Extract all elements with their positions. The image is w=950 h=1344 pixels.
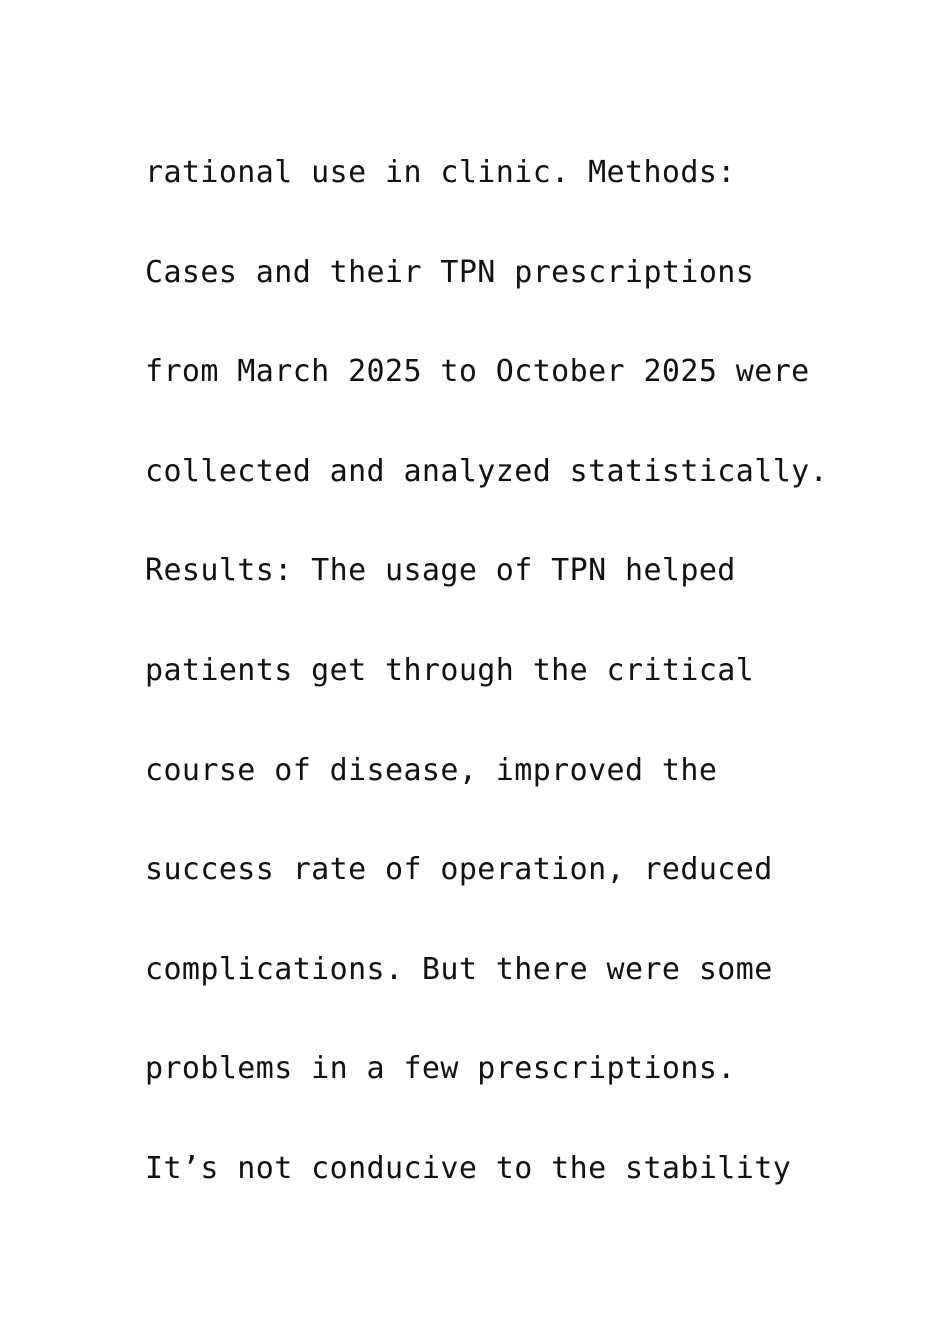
text-line: Results: The usage of TPN helped (145, 553, 736, 589)
body-text (145, 123, 865, 1219)
text-line: Cases and their TPN prescriptions (145, 254, 755, 290)
text-line: patients get through the critical (145, 652, 755, 688)
text-line: It’s not conducive to the stability (145, 1150, 792, 1186)
text-line: from March 2025 to October 2025 were (145, 354, 810, 390)
text-line: problems in a few prescriptions. (145, 1051, 736, 1087)
text-line: success rate of operation, reduced (145, 852, 773, 888)
text-line: complications. But there were some (145, 951, 773, 987)
text-line: collected and analyzed statistically. (145, 453, 829, 489)
text-line: course of disease, improved the (145, 752, 718, 788)
text-line: rational use in clinic. Methods: (145, 155, 736, 190)
